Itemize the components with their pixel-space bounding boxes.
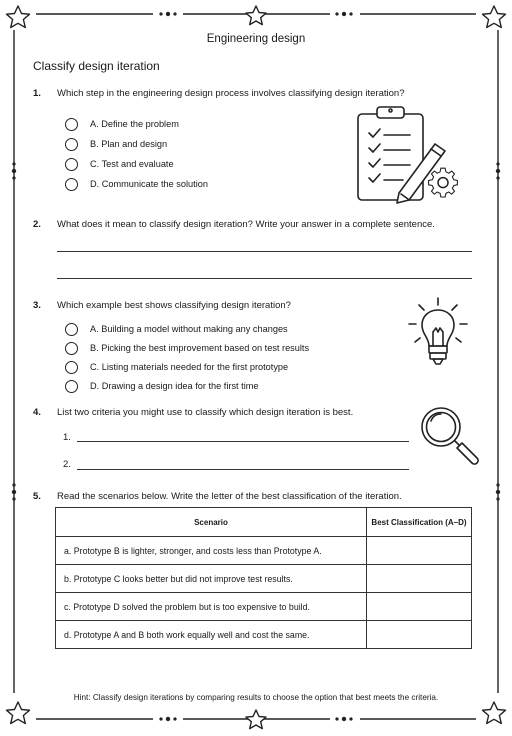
table-row (56, 537, 472, 565)
option-label: D. Communicate the solution (90, 179, 208, 189)
option-label: B. Picking the best improvement based on test results (90, 343, 310, 353)
page-title: Engineering design (206, 33, 306, 45)
scenario-cell: a. Prototype B is lighter, stronger, and costs less than Prototype A. (56, 537, 367, 565)
question-number: 3. (33, 300, 41, 311)
magnifying-glass-icon (418, 404, 480, 468)
question-text: Read the scenarios below. Write the letter of the best classification of the iteration. (57, 491, 402, 502)
question-number: 1. (33, 88, 41, 99)
question-text: List two criteria you might use to classify which design iteration is best. (57, 407, 354, 418)
radio-button[interactable] (65, 361, 78, 374)
star-icon (7, 702, 30, 724)
hint-text: Hint: Classify design iterations by comparing results to choose the option that best meets the criteria. (73, 693, 439, 702)
radio-button[interactable] (65, 323, 78, 336)
option-label: C. Test and evaluate (90, 159, 174, 169)
scenario-cell: c. Prototype D solved the problem but is too expensive to build. (56, 593, 367, 621)
question-number: 2. (33, 219, 41, 230)
star-icon (7, 6, 30, 28)
star-icon (483, 702, 506, 724)
option-label: A. Define the problem (90, 119, 179, 129)
option-a[interactable] (65, 116, 208, 132)
option-b[interactable] (65, 136, 208, 152)
radio-button[interactable] (65, 158, 78, 171)
question-1-options (65, 116, 208, 192)
option-b[interactable] (65, 340, 309, 356)
answer-line[interactable] (77, 441, 409, 442)
lightbulb-icon (405, 292, 471, 370)
answer-cell[interactable] (367, 621, 472, 649)
scenario-cell: b. Prototype C looks better but did not improve test results. (56, 565, 367, 593)
question-number: 5. (33, 491, 41, 502)
option-d[interactable] (65, 378, 309, 394)
radio-button[interactable] (65, 178, 78, 191)
question-text: Which example best shows classifying design iteration? (57, 300, 291, 311)
blank-label: 2. (63, 459, 71, 470)
option-label: A. Building a model without making any changes (90, 324, 288, 334)
radio-button[interactable] (65, 118, 78, 131)
page-subtitle: Classify design iteration (33, 59, 160, 73)
answer-cell[interactable] (367, 593, 472, 621)
answer-cell[interactable] (367, 565, 472, 593)
option-label: B. Plan and design (90, 139, 168, 149)
option-d[interactable] (65, 176, 208, 192)
table-row (56, 565, 472, 593)
star-icon (483, 6, 506, 28)
answer-line[interactable] (57, 278, 472, 279)
question-text: What does it mean to classify design iteration? Write your answer in a complete sentence. (57, 219, 435, 230)
blank-label: 1. (63, 432, 71, 443)
star-icon (246, 6, 266, 25)
option-label: C. Listing materials needed for the first prototype (90, 362, 289, 372)
question-text: Which step in the engineering design process involves classifying design iteration? (57, 88, 405, 99)
question-number: 4. (33, 407, 41, 418)
table-row (56, 593, 472, 621)
scenario-table (55, 507, 472, 649)
option-a[interactable] (65, 321, 309, 337)
option-label: D. Drawing a design idea for the first time (90, 381, 259, 391)
answer-cell[interactable] (367, 537, 472, 565)
star-icon (246, 710, 266, 729)
radio-button[interactable] (65, 380, 78, 393)
option-c[interactable] (65, 359, 309, 375)
option-c[interactable] (65, 156, 208, 172)
clipboard-checklist-pencil-gear-icon (355, 104, 463, 204)
table-header-row (56, 508, 472, 537)
radio-button[interactable] (65, 138, 78, 151)
column-header-scenario: Scenario (56, 508, 367, 537)
column-header-classification: Best Classification (A–D) (367, 508, 472, 537)
scenario-cell: d. Prototype A and B both work equally well and cost the same. (56, 621, 367, 649)
answer-line[interactable] (77, 469, 409, 470)
answer-line[interactable] (57, 251, 472, 252)
radio-button[interactable] (65, 342, 78, 355)
question-3-options (65, 321, 309, 394)
table-row (56, 621, 472, 649)
